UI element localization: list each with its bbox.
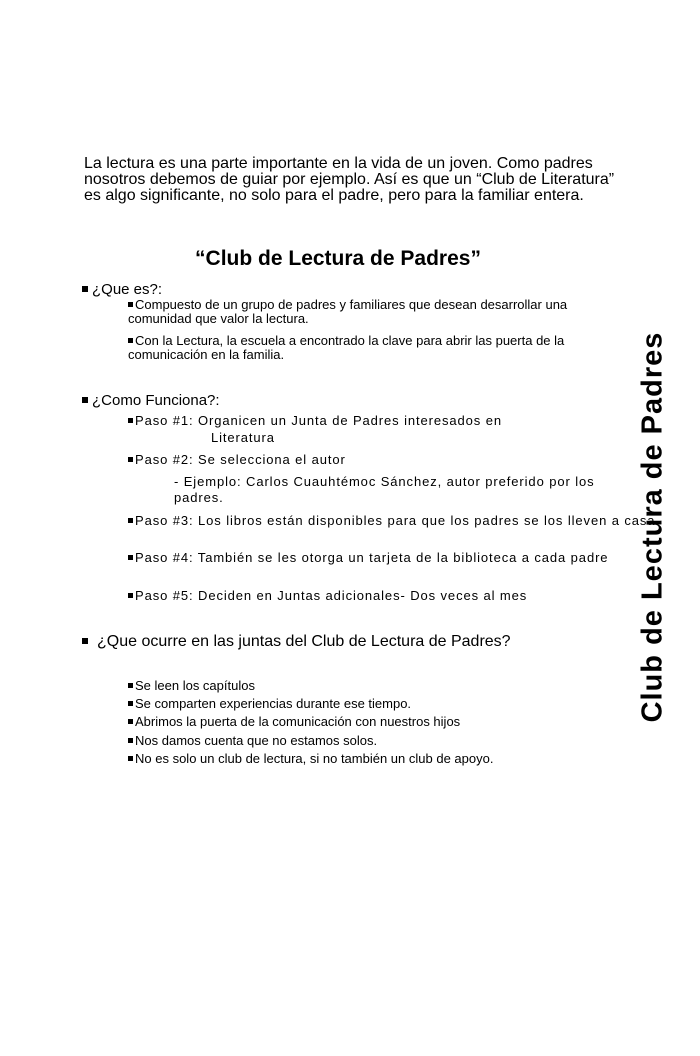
square-bullet-icon [128, 518, 133, 523]
intro-paragraph: La lectura es una parte importante en la vida de un joven. Como padres nosotros debemos de guiar por ejemplo. Así es que un “Club de Literatura” es algo significante, no solo para el padre, pero para la familiar entera. [84, 155, 615, 204]
section-juntas-heading [82, 633, 511, 650]
square-bullet-icon [128, 555, 133, 560]
heading-text: ¿Que es?: [92, 281, 163, 298]
list-item [128, 734, 633, 748]
section-que-es-heading [82, 281, 162, 298]
step-1 [128, 414, 633, 428]
square-bullet-icon [128, 457, 133, 462]
vertical-title-container [632, 322, 674, 732]
square-bullet-icon [82, 286, 88, 292]
list-item [128, 715, 633, 729]
step-text: Paso #1: Organicen un Junta de Padres interesados en [135, 413, 502, 428]
step-4 [128, 550, 665, 566]
heading-text: ¿Como Funciona?: [92, 392, 220, 409]
step-text: Paso #3: Los libros están disponibles para que los padres se los lleven a casa. [135, 513, 660, 528]
list-item [128, 334, 633, 362]
step-2-example: - Ejemplo: Carlos Cuauhtémoc Sánchez, autor preferido por los padres. [174, 474, 595, 505]
square-bullet-icon [82, 638, 88, 644]
square-bullet-icon [82, 397, 88, 403]
square-bullet-icon [128, 302, 133, 307]
square-bullet-icon [128, 756, 133, 761]
step-text: Literatura [211, 430, 275, 445]
list-item-text: Con la Lectura, la escuela a encontrado la clave para abrir las puerta de la comunicación en la familia. [128, 333, 565, 362]
vertical-title: Club de Lectura de Padres [636, 331, 669, 723]
list-item-text: Compuesto de un grupo de padres y familiares que desean desarrollar una comunidad que valor la lectura. [128, 297, 568, 326]
heading-text: ¿Que ocurre en las juntas del Club de Lectura de Padres? [97, 633, 511, 650]
step-text: Paso #5: Deciden en Juntas adicionales- Dos veces al mes [135, 588, 528, 603]
list-item-text: Nos damos cuenta que no estamos solos. [135, 733, 378, 748]
step-1-continuation [128, 431, 700, 445]
step-2 [128, 453, 633, 467]
list-item-text: Se comparten experiencias durante ese tiempo. [135, 696, 412, 711]
list-item-text: Se leen los capítulos [135, 678, 255, 693]
square-bullet-icon [128, 418, 133, 423]
square-bullet-icon [128, 719, 133, 724]
list-item [128, 752, 633, 766]
step-text: Paso #2: Se selecciona el autor [135, 452, 346, 467]
page-title: “Club de Lectura de Padres” [195, 247, 481, 270]
square-bullet-icon [128, 701, 133, 706]
square-bullet-icon [128, 338, 133, 343]
step-5 [128, 589, 633, 603]
square-bullet-icon [128, 683, 133, 688]
list-item-text: No es solo un club de lectura, si no también un club de apoyo. [135, 751, 494, 766]
step-text: Paso #4: También se les otorga un tarjeta de la biblioteca a cada padre [135, 550, 609, 565]
square-bullet-icon [128, 593, 133, 598]
list-item [128, 679, 633, 693]
square-bullet-icon [128, 738, 133, 743]
list-item [128, 697, 633, 711]
list-item [128, 298, 633, 326]
list-item-text: Abrimos la puerta de la comunicación con nuestros hijos [135, 714, 461, 729]
section-como-funciona-heading [82, 392, 220, 409]
step-3 [128, 513, 665, 529]
